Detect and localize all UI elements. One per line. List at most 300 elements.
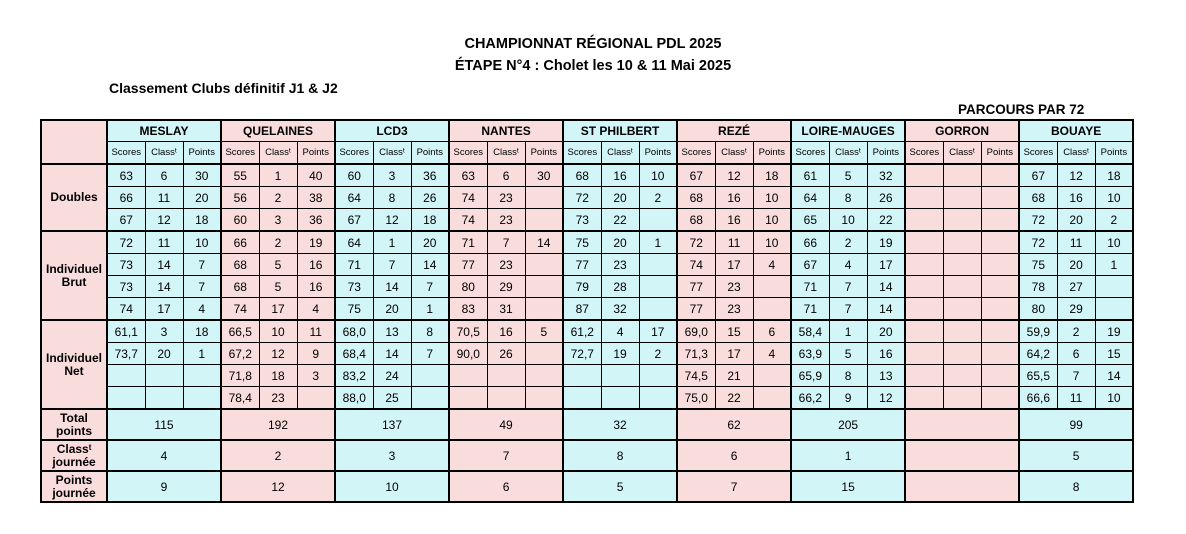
- table-cell: 30: [183, 164, 221, 187]
- table-cell: 74: [107, 298, 145, 321]
- table-cell: 23: [487, 187, 525, 209]
- table-cell: 23: [715, 298, 753, 321]
- column-header: Scores: [107, 142, 145, 165]
- table-cell: [525, 254, 563, 276]
- table-cell: 71,3: [677, 343, 715, 365]
- table-cell: 2: [1095, 209, 1133, 232]
- table-cell: 17: [715, 254, 753, 276]
- table-row: [41, 276, 1133, 298]
- table-cell: 9: [297, 343, 335, 365]
- column-header: Points: [183, 142, 221, 165]
- table-cell: 72: [563, 187, 601, 209]
- summary-value: 8: [1019, 471, 1133, 502]
- table-cell: 16: [297, 276, 335, 298]
- table-cell: 67: [791, 254, 829, 276]
- table-cell: 8: [829, 187, 867, 209]
- page-title-line2: ÉTAPE N°4 : Cholet les 10 & 11 Mai 2025: [454, 58, 732, 74]
- table-cell: 75,0: [677, 387, 715, 410]
- table-cell: [905, 187, 943, 209]
- table-cell: 5: [259, 254, 297, 276]
- summary-value: 99: [1019, 409, 1133, 440]
- table-cell: [943, 187, 981, 209]
- table-cell: 13: [867, 365, 905, 387]
- table-cell: [943, 254, 981, 276]
- table-cell: [525, 365, 563, 387]
- table-cell: [905, 365, 943, 387]
- table-cell: 30: [525, 164, 563, 187]
- table-cell: 7: [183, 276, 221, 298]
- table-cell: 6: [1057, 343, 1095, 365]
- table-cell: 4: [183, 298, 221, 321]
- summary-label: Classᵗ journée: [41, 440, 107, 471]
- table-cell: 17: [867, 254, 905, 276]
- table-cell: 29: [487, 276, 525, 298]
- table-cell: 74: [449, 187, 487, 209]
- table-row: [41, 187, 1133, 209]
- table-cell: [107, 387, 145, 410]
- sub-header-row: [41, 142, 1133, 165]
- table-cell: 11: [145, 231, 183, 254]
- table-cell: 16: [297, 254, 335, 276]
- table-cell: 27: [1057, 276, 1095, 298]
- table-cell: [981, 254, 1019, 276]
- table-cell: 2: [829, 231, 867, 254]
- table-cell: 14: [373, 343, 411, 365]
- table-cell: 23: [601, 254, 639, 276]
- table-cell: 28: [601, 276, 639, 298]
- table-cell: 7: [411, 343, 449, 365]
- club-name: MESLAY: [107, 120, 221, 142]
- summary-value: 6: [677, 440, 791, 471]
- summary-value: 32: [563, 409, 677, 440]
- table-cell: 73: [107, 276, 145, 298]
- column-header: Scores: [1019, 142, 1057, 165]
- table-cell: 12: [715, 164, 753, 187]
- club-name: GORRON: [905, 120, 1019, 142]
- table-cell: 14: [1095, 365, 1133, 387]
- column-header: Scores: [221, 142, 259, 165]
- table-cell: 80: [449, 276, 487, 298]
- table-cell: 73,7: [107, 343, 145, 365]
- table-cell: 67: [335, 209, 373, 232]
- column-header: Points: [753, 142, 791, 165]
- table-cell: [943, 298, 981, 321]
- table-cell: 64: [335, 231, 373, 254]
- table-cell: 74: [449, 209, 487, 232]
- table-cell: 71: [791, 298, 829, 321]
- table-cell: 72: [1019, 209, 1057, 232]
- table-cell: 68: [1019, 187, 1057, 209]
- table-cell: [563, 387, 601, 410]
- table-row: [41, 387, 1133, 410]
- table-cell: 6: [145, 164, 183, 187]
- table-cell: 11: [1057, 231, 1095, 254]
- table-cell: 80: [1019, 298, 1057, 321]
- table-cell: 61,2: [563, 320, 601, 343]
- table-cell: 38: [297, 187, 335, 209]
- table-cell: 72: [107, 231, 145, 254]
- table-cell: [753, 365, 791, 387]
- table-cell: [981, 365, 1019, 387]
- table-cell: [601, 387, 639, 410]
- column-header: Scores: [677, 142, 715, 165]
- table-cell: 16: [1057, 187, 1095, 209]
- table-cell: [639, 298, 677, 321]
- table-cell: 77: [449, 254, 487, 276]
- table-cell: [525, 387, 563, 410]
- table-cell: 12: [1057, 164, 1095, 187]
- table-cell: 18: [183, 209, 221, 232]
- table-cell: 20: [1057, 254, 1095, 276]
- table-cell: 24: [373, 365, 411, 387]
- table-row: [41, 164, 1133, 187]
- table-cell: 11: [715, 231, 753, 254]
- table-cell: 8: [829, 365, 867, 387]
- column-header: Classᵗ: [715, 142, 753, 165]
- summary-value: 10: [335, 471, 449, 502]
- column-header: Classᵗ: [259, 142, 297, 165]
- table-row: [41, 298, 1133, 321]
- table-cell: 77: [677, 276, 715, 298]
- table-cell: 87: [563, 298, 601, 321]
- club-name: LCD3: [335, 120, 449, 142]
- club-name: ST PHILBERT: [563, 120, 677, 142]
- table-cell: 74: [677, 254, 715, 276]
- table-cell: 6: [753, 320, 791, 343]
- table-cell: 32: [867, 164, 905, 187]
- table-cell: 69,0: [677, 320, 715, 343]
- table-cell: 77: [677, 298, 715, 321]
- table-cell: 68,0: [335, 320, 373, 343]
- table-cell: 12: [373, 209, 411, 232]
- table-cell: 79: [563, 276, 601, 298]
- table-cell: 7: [373, 254, 411, 276]
- table-cell: 23: [487, 254, 525, 276]
- summary-value: 192: [221, 409, 335, 440]
- table-cell: 19: [867, 231, 905, 254]
- column-header: Classᵗ: [601, 142, 639, 165]
- summary-value: 137: [335, 409, 449, 440]
- table-cell: 26: [411, 187, 449, 209]
- table-cell: 22: [867, 209, 905, 232]
- table-cell: 65,9: [791, 365, 829, 387]
- table-cell: 23: [487, 209, 525, 232]
- table-cell: 60: [335, 164, 373, 187]
- table-cell: 4: [753, 343, 791, 365]
- summary-value: 62: [677, 409, 791, 440]
- results-table: [40, 119, 1134, 503]
- column-header: Classᵗ: [829, 142, 867, 165]
- column-header: Classᵗ: [373, 142, 411, 165]
- table-cell: 11: [297, 320, 335, 343]
- table-cell: 20: [183, 187, 221, 209]
- table-cell: 22: [601, 209, 639, 232]
- table-cell: [107, 365, 145, 387]
- table-cell: 2: [259, 187, 297, 209]
- table-cell: 8: [373, 187, 411, 209]
- table-cell: [145, 387, 183, 410]
- table-cell: 32: [601, 298, 639, 321]
- table-cell: [981, 231, 1019, 254]
- table-cell: [183, 387, 221, 410]
- table-cell: 19: [297, 231, 335, 254]
- table-cell: 14: [145, 254, 183, 276]
- table-cell: 88,0: [335, 387, 373, 410]
- table-cell: 71: [791, 276, 829, 298]
- column-header: Points: [867, 142, 905, 165]
- table-cell: 10: [753, 209, 791, 232]
- table-cell: [601, 365, 639, 387]
- group-label: Individuel Brut: [41, 231, 107, 320]
- column-header: Classᵗ: [943, 142, 981, 165]
- table-cell: 31: [487, 298, 525, 321]
- table-cell: 16: [715, 187, 753, 209]
- table-cell: [981, 343, 1019, 365]
- table-cell: 18: [411, 209, 449, 232]
- summary-row: [41, 440, 1133, 471]
- table-cell: 18: [753, 164, 791, 187]
- table-cell: [145, 365, 183, 387]
- table-cell: 14: [373, 276, 411, 298]
- table-cell: [449, 387, 487, 410]
- table-cell: 2: [639, 187, 677, 209]
- table-cell: 5: [525, 320, 563, 343]
- table-cell: [639, 254, 677, 276]
- table-cell: 5: [829, 343, 867, 365]
- table-cell: [525, 209, 563, 232]
- table-cell: 3: [373, 164, 411, 187]
- table-cell: 61: [791, 164, 829, 187]
- table-cell: [525, 187, 563, 209]
- table-cell: 72: [1019, 231, 1057, 254]
- table-cell: [943, 276, 981, 298]
- table-cell: 10: [1095, 387, 1133, 410]
- corner-cell: [41, 120, 107, 164]
- table-cell: 5: [829, 164, 867, 187]
- table-cell: 6: [487, 164, 525, 187]
- table-cell: 74,5: [677, 365, 715, 387]
- table-cell: [981, 209, 1019, 232]
- table-cell: 3: [145, 320, 183, 343]
- table-cell: 14: [525, 231, 563, 254]
- table-cell: 65,5: [1019, 365, 1057, 387]
- table-cell: [981, 164, 1019, 187]
- table-cell: [981, 276, 1019, 298]
- summary-value: 1: [791, 440, 905, 471]
- summary-row: [41, 471, 1133, 502]
- table-cell: 68: [221, 276, 259, 298]
- column-header: Points: [411, 142, 449, 165]
- table-cell: 77: [563, 254, 601, 276]
- table-cell: 67: [107, 209, 145, 232]
- table-cell: 4: [297, 298, 335, 321]
- table-cell: 75: [563, 231, 601, 254]
- table-cell: 17: [639, 320, 677, 343]
- column-header: Points: [1095, 142, 1133, 165]
- table-cell: 75: [1019, 254, 1057, 276]
- table-cell: [981, 298, 1019, 321]
- summary-value: [905, 409, 1019, 440]
- table-cell: 3: [259, 209, 297, 232]
- table-cell: [525, 276, 563, 298]
- table-cell: 19: [601, 343, 639, 365]
- table-cell: 66: [107, 187, 145, 209]
- table-cell: 14: [867, 298, 905, 321]
- table-cell: 68: [563, 164, 601, 187]
- table-cell: 5: [259, 276, 297, 298]
- table-cell: 78,4: [221, 387, 259, 410]
- table-cell: 74: [221, 298, 259, 321]
- table-cell: 66,2: [791, 387, 829, 410]
- table-cell: 71: [335, 254, 373, 276]
- column-header: Classᵗ: [1057, 142, 1095, 165]
- table-row: [41, 365, 1133, 387]
- table-cell: [905, 276, 943, 298]
- summary-value: 5: [563, 471, 677, 502]
- table-cell: 23: [259, 387, 297, 410]
- summary-value: 6: [449, 471, 563, 502]
- table-cell: 20: [601, 231, 639, 254]
- club-name: BOUAYE: [1019, 120, 1133, 142]
- table-cell: 70,5: [449, 320, 487, 343]
- table-cell: 7: [829, 298, 867, 321]
- table-cell: 20: [867, 320, 905, 343]
- column-header: Points: [639, 142, 677, 165]
- table-cell: 65: [791, 209, 829, 232]
- table-cell: [905, 231, 943, 254]
- table-cell: [905, 343, 943, 365]
- table-cell: 36: [411, 164, 449, 187]
- table-cell: 10: [829, 209, 867, 232]
- table-cell: [487, 365, 525, 387]
- table-cell: 4: [753, 254, 791, 276]
- table-cell: 83,2: [335, 365, 373, 387]
- table-row: [41, 320, 1133, 343]
- column-header: Classᵗ: [145, 142, 183, 165]
- club-name: QUELAINES: [221, 120, 335, 142]
- table-cell: 71: [449, 231, 487, 254]
- table-cell: 7: [1057, 365, 1095, 387]
- column-header: Points: [981, 142, 1019, 165]
- summary-row: [41, 409, 1133, 440]
- table-cell: 18: [183, 320, 221, 343]
- summary-value: [905, 440, 1019, 471]
- table-cell: 56: [221, 187, 259, 209]
- table-cell: 10: [259, 320, 297, 343]
- table-cell: 20: [411, 231, 449, 254]
- table-row: [41, 343, 1133, 365]
- table-cell: 20: [1057, 209, 1095, 232]
- table-cell: 67,2: [221, 343, 259, 365]
- column-header: Scores: [791, 142, 829, 165]
- table-cell: 7: [487, 231, 525, 254]
- table-cell: 71,8: [221, 365, 259, 387]
- column-header: Scores: [449, 142, 487, 165]
- table-cell: 22: [715, 387, 753, 410]
- table-cell: 26: [487, 343, 525, 365]
- table-cell: 68,4: [335, 343, 373, 365]
- table-cell: [981, 187, 1019, 209]
- table-cell: 58,4: [791, 320, 829, 343]
- table-cell: 14: [145, 276, 183, 298]
- table-cell: 2: [1057, 320, 1095, 343]
- table-cell: 4: [829, 254, 867, 276]
- parcours-label: PARCOURS PAR 72: [958, 102, 1085, 117]
- club-name: NANTES: [449, 120, 563, 142]
- table-cell: [1095, 298, 1133, 321]
- table-cell: 4: [601, 320, 639, 343]
- summary-value: 5: [1019, 440, 1133, 471]
- table-cell: 16: [601, 164, 639, 187]
- table-cell: 1: [259, 164, 297, 187]
- table-row: [41, 254, 1133, 276]
- table-cell: 64: [791, 187, 829, 209]
- table-row: [41, 209, 1133, 232]
- table-cell: 10: [639, 164, 677, 187]
- group-label: Individuel Net: [41, 320, 107, 409]
- table-cell: 26: [867, 187, 905, 209]
- table-cell: [487, 387, 525, 410]
- table-cell: 16: [487, 320, 525, 343]
- summary-value: [905, 471, 1019, 502]
- table-cell: [981, 387, 1019, 410]
- summary-value: 4: [107, 440, 221, 471]
- column-header: Points: [525, 142, 563, 165]
- table-cell: 78: [1019, 276, 1057, 298]
- table-cell: 66,6: [1019, 387, 1057, 410]
- summary-value: 15: [791, 471, 905, 502]
- table-cell: 64,2: [1019, 343, 1057, 365]
- table-cell: [943, 365, 981, 387]
- table-cell: 63,9: [791, 343, 829, 365]
- club-name: LOIRE-MAUGES: [791, 120, 905, 142]
- table-cell: 16: [867, 343, 905, 365]
- table-cell: 7: [183, 254, 221, 276]
- table-cell: 1: [373, 231, 411, 254]
- table-cell: [183, 365, 221, 387]
- table-cell: 14: [867, 276, 905, 298]
- table-cell: [943, 209, 981, 232]
- table-cell: [905, 298, 943, 321]
- table-cell: 7: [411, 276, 449, 298]
- table-cell: 14: [411, 254, 449, 276]
- table-cell: 11: [145, 187, 183, 209]
- table-cell: 67: [677, 164, 715, 187]
- table-cell: 61,1: [107, 320, 145, 343]
- table-cell: 12: [145, 209, 183, 232]
- table-cell: [943, 231, 981, 254]
- table-cell: [943, 164, 981, 187]
- table-cell: 19: [1095, 320, 1133, 343]
- table-cell: 2: [639, 343, 677, 365]
- table-cell: [905, 164, 943, 187]
- table-cell: 64: [335, 187, 373, 209]
- summary-value: 2: [221, 440, 335, 471]
- table-cell: [905, 387, 943, 410]
- table-cell: [905, 254, 943, 276]
- table-cell: [943, 343, 981, 365]
- club-header-row: [41, 120, 1133, 142]
- table-cell: 63: [107, 164, 145, 187]
- summary-value: 7: [677, 471, 791, 502]
- table-cell: 59,9: [1019, 320, 1057, 343]
- table-cell: [639, 276, 677, 298]
- table-cell: 1: [829, 320, 867, 343]
- table-cell: [753, 276, 791, 298]
- table-cell: [411, 365, 449, 387]
- table-cell: 9: [829, 387, 867, 410]
- table-cell: 72: [677, 231, 715, 254]
